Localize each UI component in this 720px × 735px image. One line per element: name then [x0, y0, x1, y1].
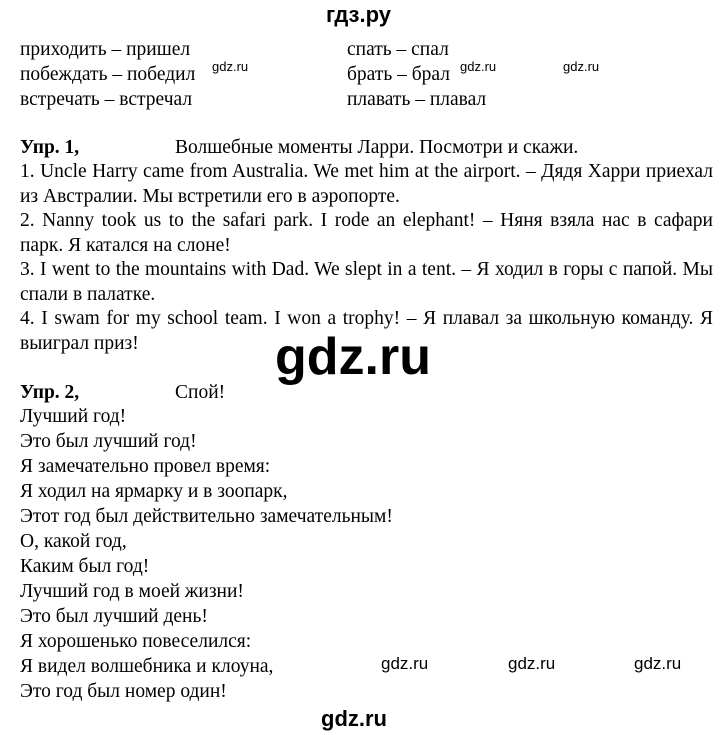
verb-pair-right-2: брать – брал — [347, 64, 450, 85]
watermark-mid: gdz.ru — [508, 654, 556, 673]
verb-pair-right-1: спать – спал — [347, 39, 449, 60]
song-line: Лучший год в моей жизни! — [20, 581, 244, 602]
song-line: Каким был год! — [20, 556, 150, 577]
watermark-small: gdz.ru — [460, 59, 497, 74]
exercise-1-item-1: 1. Uncle Harry came from Australia. We met him at the airport. – Дядя Харри приехал из Австралии. Мы встретили его в аэропорте. — [20, 161, 713, 207]
exercise-1-title: Волшебные моменты Ларри. Посмотри и скажи. — [175, 137, 579, 158]
exercise-1-label: Упр. 1, — [20, 137, 80, 158]
watermark-top: гдз.ру — [326, 2, 391, 27]
song-line: О, какой год, — [20, 531, 127, 552]
exercise-1-item-4: 4. I swam for my school team. I won a trophy! – Я плавал за школьную команду. Я выиграл приз! — [20, 308, 713, 354]
song-line: Я замечательно провел время: — [20, 456, 271, 477]
verb-pair-left-1: приходить – пришел — [20, 39, 191, 60]
exercise-1-item-2: 2. Nanny took us to the safari park. I rode an elephant! – Няня взяла нас в сафари парк. Я катался на слоне! — [20, 210, 713, 256]
song-line: Это год был номер один! — [20, 681, 227, 702]
song-line: Это был лучший год! — [20, 431, 197, 452]
exercise-2-label: Упр. 2, — [20, 382, 80, 403]
song-line: Это был лучший день! — [20, 606, 208, 627]
watermark-bottom: gdz.ru — [321, 706, 387, 731]
watermark-center: gdz.ru — [275, 328, 431, 386]
verb-pair-left-3: встречать – встречал — [20, 89, 193, 110]
watermark-small: gdz.ru — [563, 59, 600, 74]
verb-pair-left-2: побеждать – победил — [20, 64, 196, 85]
song-line: Я хорошенько повеселился: — [20, 631, 252, 652]
verb-pair-right-3: плавать – плавал — [347, 89, 487, 110]
watermark-small: gdz.ru — [212, 59, 249, 74]
watermark-mid: gdz.ru — [381, 654, 429, 673]
song-line: Этот год был действительно замечательным! — [20, 506, 393, 527]
song-line: Я ходил на ярмарку и в зоопарк, — [20, 481, 288, 502]
exercise-1-item-3: 3. I went to the mountains with Dad. We slept in a tent. – Я ходил в горы с папой. Мы спали в палатке. — [20, 259, 713, 305]
song-line: Я видел волшебника и клоуна, — [20, 656, 274, 677]
watermark-mid: gdz.ru — [634, 654, 682, 673]
song-line: Лучший год! — [20, 406, 127, 427]
exercise-2-title: Спой! — [175, 382, 226, 403]
